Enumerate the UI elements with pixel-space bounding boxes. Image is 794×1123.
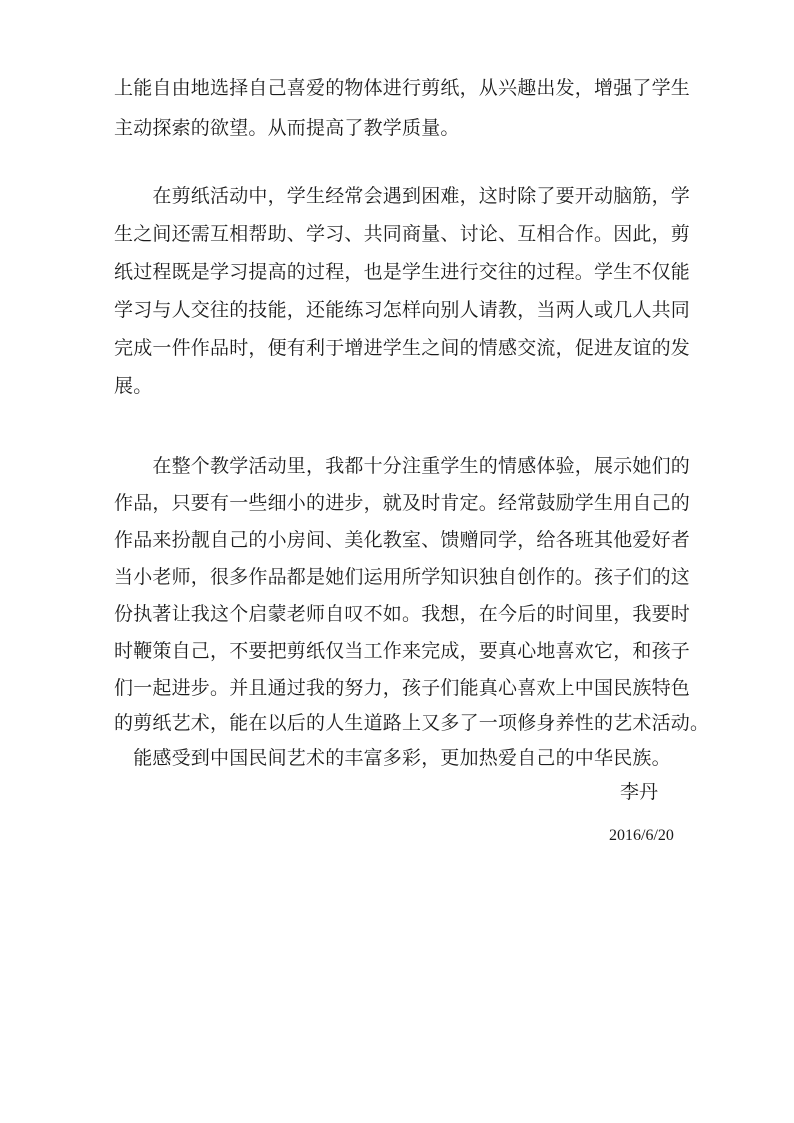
paragraph-3-line-1: 在整个教学活动里，我都十分注重学生的情感体验，展示她们的 [114, 455, 691, 477]
paragraph-2-line-1: 在剪纸活动中，学生经常会遇到困难，这时除了要开动脑筋，学 [114, 185, 691, 207]
document-date: 2016/6/20 [609, 827, 674, 844]
paragraph-2-line-5: 完成一件作品时，便有利于增进学生之间的情感交流，促进友谊的发 [114, 337, 691, 359]
paragraph-3-line-3: 作品来扮靓自己的小房间、美化教室、馈赠同学，给各班其他爱好者 [114, 529, 691, 551]
paragraph-2-line-6: 展。 [114, 375, 153, 397]
paragraph-1-line-2: 主动探索的欲望。从而提高了教学质量。 [114, 117, 460, 139]
paragraph-2-line-3: 纸过程既是学习提高的过程，也是学生进行交往的过程。学生不仅能 [114, 261, 691, 283]
paragraph-3-line-6: 时鞭策自己，不要把剪纸仅当工作来完成，要真心地喜欢它，和孩子 [114, 640, 691, 662]
paragraph-3-line-5: 份执著让我这个启蒙老师自叹不如。我想，在今后的时间里，我要时 [114, 603, 691, 625]
author-signature: 李丹 [620, 781, 659, 803]
paragraph-1-line-1: 上能自由地选择自己喜爱的物体进行剪纸，从兴趣出发，增强了学生 [114, 77, 691, 99]
paragraph-3-line-9: 能感受到中国民间艺术的丰富多彩，更加热爱自己的中华民族。 [114, 747, 671, 769]
paragraph-3-line-8: 的剪纸艺术，能在以后的人生道路上又多了一项修身养性的艺术活动。 [114, 712, 710, 734]
paragraph-2-line-4: 学习与人交往的技能，还能练习怎样向别人请教，当两人或几人共同 [114, 299, 691, 321]
paragraph-3-line-7: 们一起进步。并且通过我的努力，孩子们能真心喜欢上中国民族特色 [114, 677, 691, 699]
paragraph-3-line-4: 当小老师，很多作品都是她们运用所学知识独自创作的。孩子们的这 [114, 566, 691, 588]
paragraph-3-line-2: 作品，只要有一些细小的进步，就及时肯定。经常鼓励学生用自己的 [114, 492, 691, 514]
paragraph-2-line-2: 生之间还需互相帮助、学习、共同商量、讨论、互相合作。因此，剪 [114, 223, 691, 245]
